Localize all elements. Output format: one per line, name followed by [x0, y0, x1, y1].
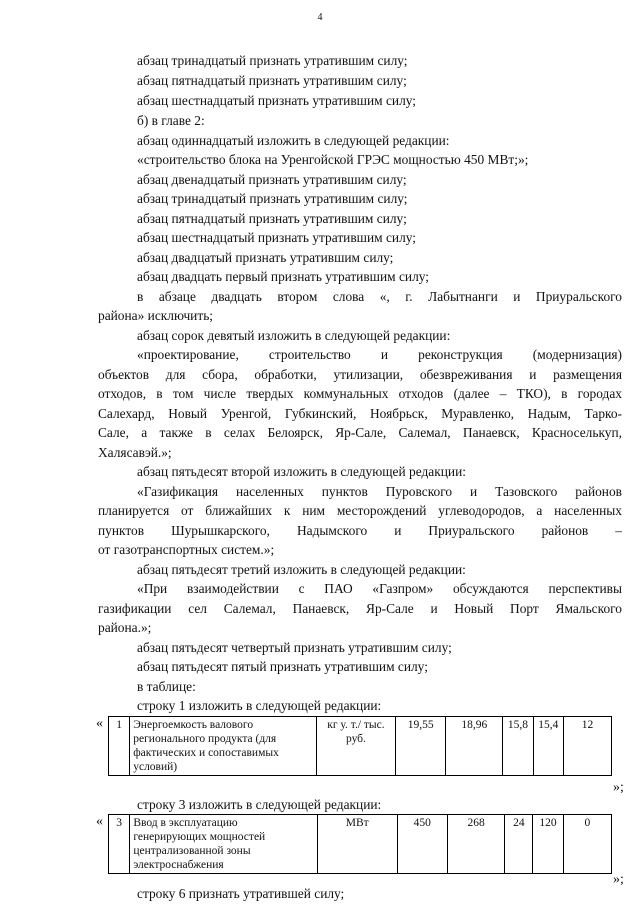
text-line: абзац пятьдесят третий изложить в следующей редакции: [137, 562, 466, 577]
text-line: абзац сорок девятый изложить в следующей редакции: [137, 328, 451, 343]
text-line: абзац одиннадцатый изложить в следующей редакции: [137, 133, 450, 148]
text-line: газификации сел Салемал, Панаевск, Яр-Сале и Новый Порт Ямальского [98, 601, 622, 616]
value-cell: 450 [397, 815, 448, 874]
close-quote: »; [613, 872, 624, 887]
text-line: «строительство блока на Уренгойской ГРЭС мощностью 450 МВт;»; [137, 152, 529, 167]
text-line: в абзаце двадцать втором слова «, г. Лабытнанги и Приуральского [137, 289, 622, 304]
text-line: «Газификация населенных пунктов Пуровского и Тазовского районов [137, 484, 622, 499]
text-line: абзац пятнадцатый признать утратившим силу; [137, 73, 407, 88]
text-line: строку 3 изложить в следующей редакции: [137, 797, 382, 812]
text-line: Халясавэй.»; [98, 445, 172, 460]
text-line: абзац шестнадцатый признать утратившим силу; [137, 93, 416, 108]
table-row [109, 717, 612, 776]
text-line: абзац пятьдесят второй изложить в следующей редакции: [137, 464, 466, 479]
page-number: 4 [317, 12, 323, 23]
open-quote: « [96, 716, 103, 731]
text-line: от газотранспортных систем.»; [98, 542, 275, 557]
unit-cell: МВт [317, 815, 397, 874]
table-row [109, 815, 612, 874]
text-line: б) в главе 2: [137, 113, 205, 128]
text-line: абзац шестнадцатый признать утратившим силу; [137, 230, 416, 245]
value-cell: 18,96 [446, 717, 503, 776]
row-number: 1 [109, 717, 130, 776]
text-line: в таблице: [137, 679, 196, 694]
row-number: 3 [109, 815, 130, 874]
text-line: «При взаимодействии с ПАО «Газпром» обсуждаются перспективы [137, 581, 622, 596]
value-cell: 15,4 [533, 717, 563, 776]
indicator-name: Энергоемкость валового регионального продукта (для фактических и сопоставимых условий) [130, 717, 317, 776]
value-cell: 120 [533, 815, 563, 874]
text-line: абзац двадцать первый признать утратившим силу; [137, 269, 429, 284]
indicator-name: Ввод в эксплуатацию генерирующих мощностей централизованной зоны электроснабжения [130, 815, 318, 874]
unit-cell: кг у. т./ тыс. руб. [316, 717, 395, 776]
text-line: абзац пятьдесят четвертый признать утратившим силу; [137, 640, 452, 655]
value-cell: 19,55 [396, 717, 446, 776]
text-line: абзац двадцатый признать утратившим силу; [137, 250, 394, 265]
value-cell: 268 [448, 815, 505, 874]
text-line: Сале, а также в селах Белоярск, Яр-Сале, Салемал, Панаевск, Красноселькуп, [98, 425, 622, 440]
text-line: пунктов Шурышкарского, Надымского и Приуральского районов – [98, 523, 622, 538]
value-cell: 0 [563, 815, 611, 874]
text-line: абзац тринадцатый признать утратившим силу; [137, 53, 408, 68]
text-line: отходов, в том числе твердых коммунальных отходов (далее – ТКО), в городах [98, 386, 622, 401]
table-row-3 [108, 814, 612, 874]
text-line: абзац двенадцатый признать утратившим силу; [137, 172, 407, 187]
text-line: объектов для сбора, обработки, утилизации, обезвреживания и размещения [98, 367, 622, 382]
text-line: абзац пятьдесят пятый признать утратившим силу; [137, 659, 428, 674]
text-line: Салехард, Новый Уренгой, Губкинский, Ноябрьск, Муравленко, Надым, Тарко- [98, 406, 622, 421]
table-row-1 [108, 716, 612, 776]
text-line: абзац пятнадцатый признать утратившим силу; [137, 211, 407, 226]
value-cell: 24 [505, 815, 533, 874]
text-line: района.»; [98, 620, 152, 635]
text-line: «проектирование, строительство и реконструкция (модернизация) [137, 347, 622, 362]
text-line: строку 6 признать утратившей силу; [137, 886, 345, 901]
open-quote: « [96, 814, 103, 829]
value-cell: 12 [563, 717, 611, 776]
text-line: абзац тринадцатый признать утратившим силу; [137, 191, 408, 206]
text-line: района» исключить; [98, 308, 214, 323]
close-quote: »; [613, 780, 624, 795]
text-line: планируется от ближайших к ним месторождений углеводородов, а населенных [98, 503, 622, 518]
value-cell: 15,8 [503, 717, 533, 776]
text-line: строку 1 изложить в следующей редакции: [137, 698, 382, 713]
